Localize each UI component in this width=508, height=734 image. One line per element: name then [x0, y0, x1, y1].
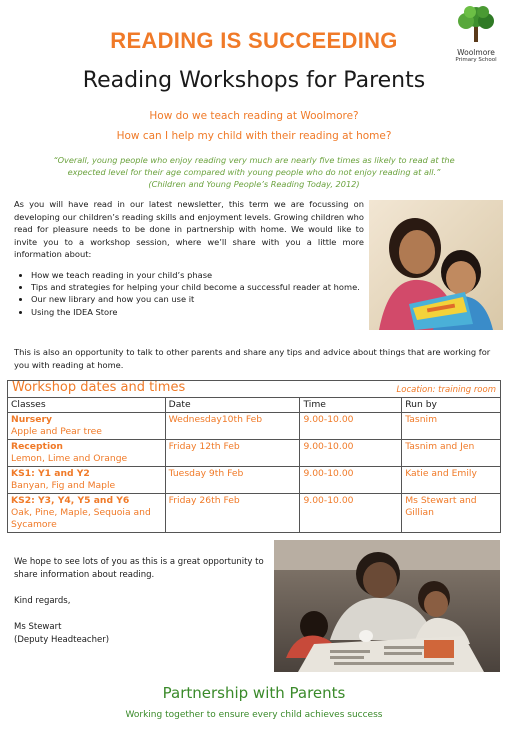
question-1: How do we teach reading at Woolmore?: [149, 110, 359, 122]
intro-paragraph: As you will have read in our latest newsletter, this term we are focussing on developing our children’s reading skills and enjoyment levels. Growing children who read for pleasure needs to be done in partnership with home. We would like to invite you to a workshop session, where we’ll share with you a little more information about:: [14, 199, 364, 259]
list-item: • Tips and strategies for helping your child become a successful reader at home.: [31, 281, 381, 293]
table-heading-row: [8, 381, 501, 398]
closing-regards: Kind regards,: [14, 596, 71, 606]
column-header: Time: [300, 398, 402, 413]
classes-cell: [8, 413, 166, 440]
opportunity-paragraph: This is also an opportunity to talk to other parents and share any tips and advice about things that are working for you with reading at home.: [14, 347, 491, 370]
date-cell: Tuesday 9th Feb: [165, 467, 300, 494]
list-item: • Using the IDEA Store: [31, 306, 381, 318]
question-2: How can I help my child with their reading at home?: [116, 130, 392, 142]
workshop-topics-list: [14, 269, 381, 318]
table-row: [8, 494, 501, 533]
research-quote: [14, 154, 494, 190]
class-names: Lemon, Lime and Orange: [11, 453, 128, 464]
parent-child-reading-photo: [369, 200, 503, 330]
class-names: Banyan, Fig and Maple: [11, 480, 116, 491]
closing-message: We hope to see lots of you as this is a great opportunity to share information about reading.: [14, 557, 264, 580]
footer-title: Partnership with Parents: [162, 684, 346, 702]
time-cell: 9.00-10.00: [300, 413, 402, 440]
column-header: Run by: [402, 398, 501, 413]
column-header: Classes: [8, 398, 166, 413]
time-cell: 9.00-10.00: [300, 440, 402, 467]
signatory-role: (Deputy Headteacher): [14, 635, 110, 645]
table-row: [8, 440, 501, 467]
class-names: Oak, Pine, Maple, Sequoia and Sycamore: [11, 507, 151, 530]
year-group: KS2: Y3, Y4, Y5 and Y6: [11, 495, 130, 506]
year-group: Nursery: [11, 414, 52, 425]
class-names: Apple and Pear tree: [11, 426, 102, 437]
run-by-cell: Ms Stewart and Gillian: [402, 494, 501, 533]
time-cell: 9.00-10.00: [300, 494, 402, 533]
logo-subtitle: Primary School: [455, 57, 497, 63]
table-row: [8, 467, 501, 494]
workshop-location: Location: training room: [396, 385, 496, 395]
column-header: Date: [165, 398, 300, 413]
workshop-table: [7, 380, 501, 533]
year-group: KS1: Y1 and Y2: [11, 468, 90, 479]
quote-line-2: expected level for their age compared with young people who do not enjoy reading at all.”: [67, 167, 441, 177]
family-reading-photo: [274, 540, 500, 672]
footer-tagline: Working together to ensure every child achieves success: [125, 710, 383, 720]
date-cell: Friday 26th Feb: [165, 494, 300, 533]
table-row: [8, 413, 501, 440]
run-by-cell: Tasnim and Jen: [402, 440, 501, 467]
quote-source: (Children and Young People’s Reading Today, 2012): [148, 179, 360, 189]
list-item: • How we teach reading in your child’s phase: [31, 269, 381, 281]
classes-cell: [8, 467, 166, 494]
list-item: • Our new library and how you can use it: [31, 293, 381, 305]
table-header-row: [8, 398, 501, 413]
run-by-cell: Katie and Emily: [402, 467, 501, 494]
page-title: Reading Workshops for Parents: [82, 68, 426, 93]
workshop-table-title: Workshop dates and times: [12, 380, 186, 395]
classes-cell: [8, 440, 166, 467]
date-cell: Wednesday10th Feb: [165, 413, 300, 440]
classes-cell: [8, 494, 166, 533]
logo-name: Woolmore: [457, 48, 495, 57]
signatory-name: Ms Stewart: [14, 622, 62, 632]
date-cell: Friday 12th Feb: [165, 440, 300, 467]
quote-line-1: “Overall, young people who enjoy reading very much are nearly five times as likely to read at the: [53, 155, 455, 165]
run-by-cell: Tasnim: [402, 413, 501, 440]
closing-section: [14, 556, 284, 647]
banner-heading: READING IS SUCCEEDING: [110, 28, 398, 53]
year-group: Reception: [11, 441, 63, 452]
time-cell: 9.00-10.00: [300, 467, 402, 494]
